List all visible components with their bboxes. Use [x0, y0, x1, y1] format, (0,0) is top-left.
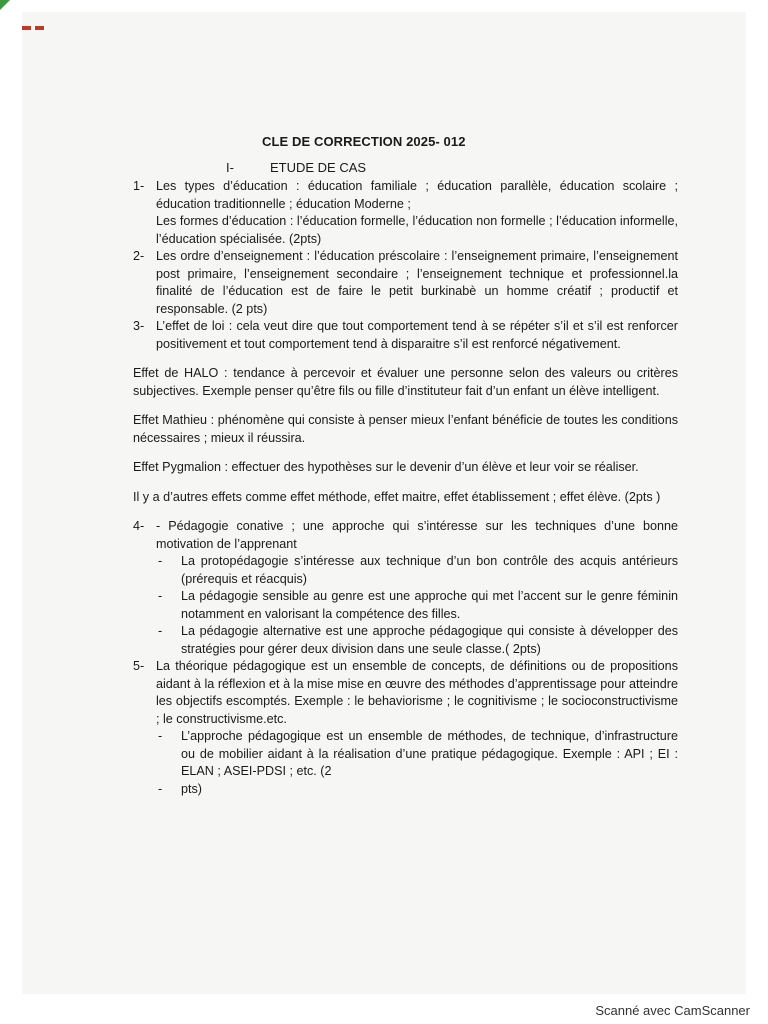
paragraph-pygmalion: Effet Pygmalion : effectuer des hypothèses sur le devenir d’un élève et leur voir se réaliser.	[133, 460, 639, 474]
answer-number: 4-	[133, 519, 145, 533]
paragraph-other-effects: Il y a d’autres effets comme effet méthode, effet maitre, effet établissement ; effet élève. (2pts )	[133, 489, 661, 504]
bullet-item	[133, 781, 678, 799]
scanner-watermark: Scanné avec CamScanner	[595, 1003, 750, 1018]
bullet-text: La pédagogie sensible au genre est une approche qui met l’accent sur le genre féminin notamment en valorisant la compétence des filles.	[181, 589, 678, 621]
bullet-item	[133, 553, 678, 588]
answer-text: Les types d’éducation : éducation familiale ; éducation parallèle, éducation scolaire ; éducation traditionnelle ; éducation Moderne ;	[156, 179, 678, 211]
answer-1	[133, 178, 678, 248]
bullet-dash: -	[158, 589, 163, 603]
answer-2	[133, 248, 678, 318]
answer-text: - Pédagogie conative ; une approche qui s’intéresse sur les techniques d’une bonne motivation de l’apprenant	[156, 519, 678, 551]
bullet-dash: -	[158, 781, 163, 796]
answer-number: 5-	[133, 659, 145, 673]
bullet-text: La pédagogie alternative est une approche pédagogique qui consiste à développer des stratégies pour gérer deux division dans une seule classe.( 2pts)	[181, 624, 678, 656]
answer-4	[133, 518, 678, 553]
bullet-item	[133, 588, 678, 623]
answer-number: 1-	[133, 179, 145, 193]
bullet-text: L’approche pédagogique est un ensemble de méthodes, de technique, d’infrastructure ou de mobilier aidant à la réalisation d’une pratique pédagogique. Exemple : API ; EI : ELAN ; ASEI-PDSI ; etc. (2	[181, 729, 678, 778]
bullet-item	[133, 728, 678, 781]
section-title: ETUDE DE CAS	[270, 160, 367, 175]
bullet-text: La protopédagogie s’intéresse aux technique d’un bon contrôle des acquis antérieurs (prérequis et réacquis)	[181, 554, 678, 586]
bullet-dash: -	[158, 729, 163, 743]
answer-number: 2-	[133, 249, 145, 263]
section-heading	[226, 160, 366, 175]
answer-number: 3-	[133, 319, 145, 333]
bullet-item	[133, 623, 678, 658]
answer-text: La théorique pédagogique est un ensemble de concepts, de définitions ou de propositions aidant à la réflexion et à la mise mise en œuvre des méthodes d’apprentissage pour atteindre les objectifs escomptés. Exemple : le behaviorisme ; le cognitivisme ; le socioconstructivisme ; le constructivisme.etc.	[156, 659, 678, 726]
answer-text: L’effet de loi : cela veut dire que tout comportement tend à se répéter s’il et s’il est renforcer positivement et tout comportement tend à disparaitre s’il est renforcé négativement.	[156, 319, 678, 351]
bullet-dash: -	[158, 624, 163, 638]
red-mark	[22, 26, 44, 30]
answer-text: Les formes d’éducation : l’éducation formelle, l’éducation non formelle ; l’éducation informelle, l’éducation spécialisée. (2pts)	[156, 214, 678, 246]
paragraph-mathieu: Effet Mathieu : phénomène qui consiste à penser mieux l’enfant bénéficie de toutes les conditions nécessaires ; mieux il réussira.	[133, 413, 678, 445]
corner-mark	[0, 0, 10, 10]
document-body	[133, 178, 678, 798]
section-number: I-	[226, 160, 234, 175]
bullet-text: pts)	[181, 781, 202, 796]
paragraph-halo: Effet de HALO : tendance à percevoir et évaluer une personne selon des valeurs ou critères subjectives. Exemple penser qu’être fils ou fille d’instituteur fait d’un enfant un élève intelligent.	[133, 366, 678, 398]
bullet-dash: -	[158, 554, 163, 568]
answer-5	[133, 658, 678, 728]
answer-3	[133, 318, 678, 353]
answer-text: Les ordre d’enseignement : l’éducation préscolaire : l’enseignement primaire, l’enseignement post primaire, l’enseignement secondaire ; l’enseignement technique et professionnel.la finalité de l’éducation est de faire le petit burkinabè un homme créatif ; productif et responsable. (2 pts)	[156, 249, 678, 316]
document-title: CLE DE CORRECTION 2025- 012	[262, 134, 466, 149]
